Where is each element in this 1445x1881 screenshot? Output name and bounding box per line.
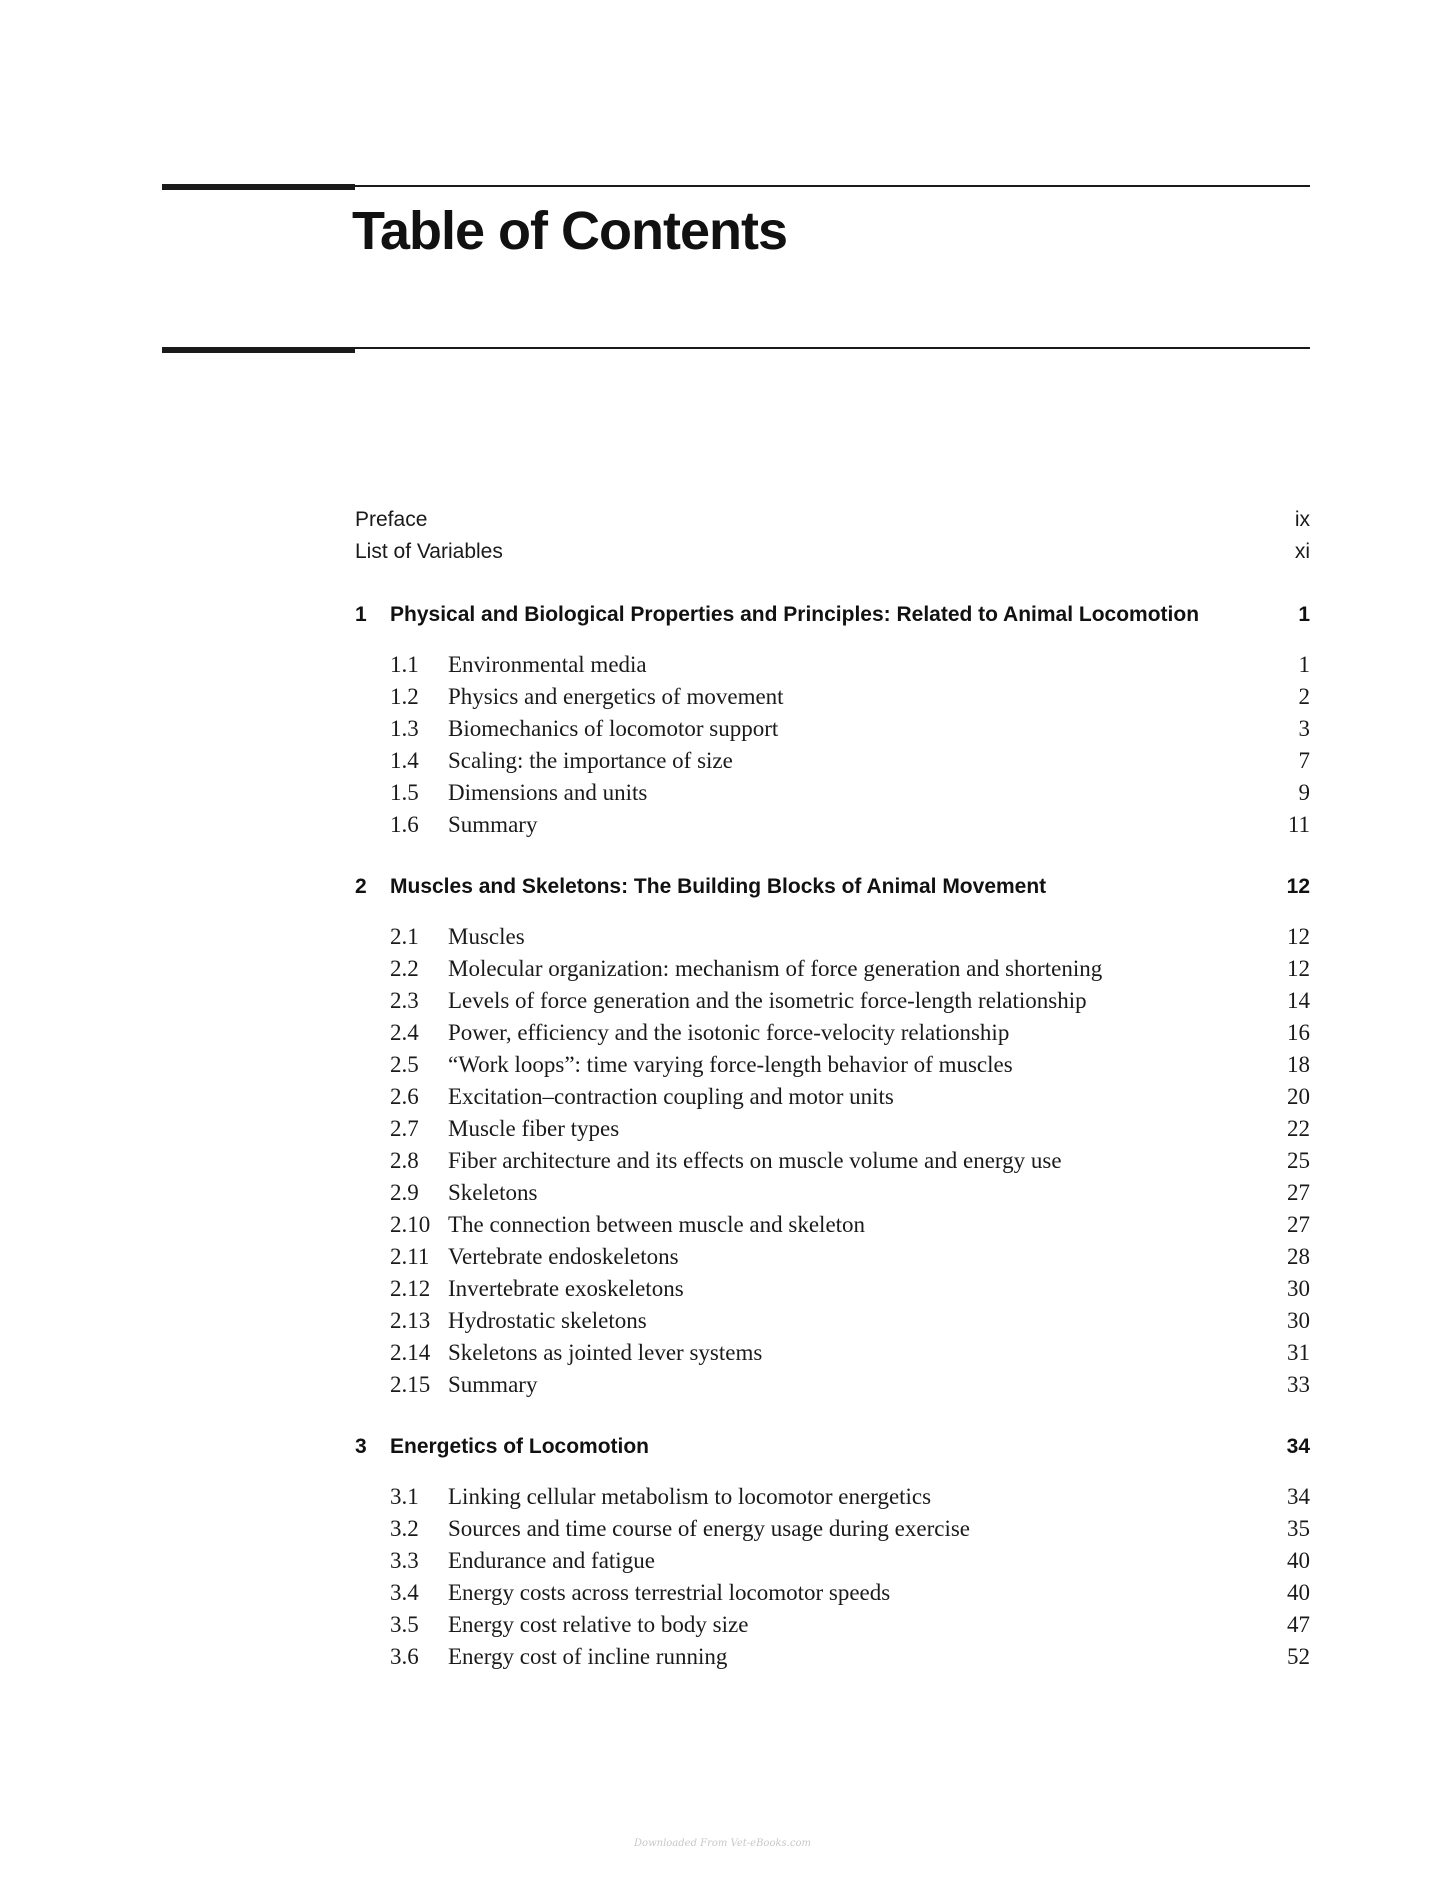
section-number: 2.5 — [390, 1052, 419, 1077]
toc-entry-title: List of Variables — [355, 540, 503, 563]
section-entry[interactable] — [355, 1548, 1310, 1580]
section-title: Environmental media — [448, 652, 647, 677]
section-list — [355, 652, 1310, 844]
section-page: 14 — [1287, 988, 1310, 1013]
section-list — [355, 1484, 1310, 1676]
section-entry[interactable] — [355, 1484, 1310, 1516]
section-number: 2.2 — [390, 956, 419, 981]
section-entry[interactable] — [355, 924, 1310, 956]
section-page: 9 — [1298, 780, 1310, 805]
section-number: 2.4 — [390, 1020, 419, 1045]
section-number: 1.4 — [390, 748, 419, 773]
section-entry[interactable] — [355, 1644, 1310, 1676]
section-title: Excitation–contraction coupling and motor units — [448, 1084, 894, 1109]
chapter-heading[interactable] — [355, 1435, 1310, 1467]
section-title: Skeletons — [448, 1180, 538, 1205]
section-title: Scaling: the importance of size — [448, 748, 733, 773]
section-title: Endurance and fatigue — [448, 1548, 655, 1573]
section-number: 3.2 — [390, 1516, 419, 1541]
section-entry[interactable] — [355, 1516, 1310, 1548]
section-title: Hydrostatic skeletons — [448, 1308, 647, 1333]
chapter-3 — [355, 1435, 1310, 1676]
section-entry[interactable] — [355, 1180, 1310, 1212]
chapter-list — [355, 603, 1310, 1676]
section-entry[interactable] — [355, 956, 1310, 988]
section-number: 2.6 — [390, 1084, 419, 1109]
toc-entry-title: Preface — [355, 508, 428, 531]
chapter-heading[interactable] — [355, 875, 1310, 907]
section-page: 40 — [1287, 1580, 1310, 1605]
section-page: 30 — [1287, 1308, 1310, 1333]
chapter-number: 3 — [355, 1435, 367, 1458]
chapter-title: Energetics of Locomotion — [390, 1435, 650, 1458]
section-title: Vertebrate endoskeletons — [448, 1244, 679, 1269]
section-title: Energy cost relative to body size — [448, 1612, 749, 1637]
chapter-page: 1 — [1298, 603, 1310, 626]
section-page: 1 — [1298, 652, 1310, 677]
section-title: Molecular organization: mechanism of force generation and shortening — [448, 956, 1103, 981]
section-title: Physics and energetics of movement — [448, 684, 784, 709]
section-entry[interactable] — [355, 1084, 1310, 1116]
table-of-contents — [355, 508, 1310, 1676]
section-list — [355, 924, 1310, 1404]
header-rule-top — [355, 185, 1310, 187]
section-title: Fiber architecture and its effects on muscle volume and energy use — [448, 1148, 1062, 1173]
section-number: 2.13 — [390, 1308, 431, 1333]
chapter-2 — [355, 875, 1310, 1404]
section-title: Levels of force generation and the isometric force-length relationship — [448, 988, 1087, 1013]
section-page: 2 — [1298, 684, 1310, 709]
toc-entry-preface[interactable] — [355, 508, 1310, 540]
section-page: 40 — [1287, 1548, 1310, 1573]
section-page: 20 — [1287, 1084, 1310, 1109]
section-number: 3.5 — [390, 1612, 419, 1637]
section-entry[interactable] — [355, 1372, 1310, 1404]
section-title: “Work loops”: time varying force-length behavior of muscles — [448, 1052, 1013, 1077]
section-entry[interactable] — [355, 812, 1310, 844]
section-page: 31 — [1287, 1340, 1310, 1365]
section-entry[interactable] — [355, 652, 1310, 684]
section-entry[interactable] — [355, 748, 1310, 780]
section-page: 3 — [1298, 716, 1310, 741]
section-entry[interactable] — [355, 716, 1310, 748]
section-number: 1.2 — [390, 684, 419, 709]
section-page: 27 — [1287, 1180, 1310, 1205]
section-title: Power, efficiency and the isotonic force-velocity relationship — [448, 1020, 1010, 1045]
section-title: Skeletons as jointed lever systems — [448, 1340, 763, 1365]
header-rule-bottom — [355, 347, 1310, 349]
section-number: 3.3 — [390, 1548, 419, 1573]
section-entry[interactable] — [355, 1244, 1310, 1276]
section-page: 52 — [1287, 1644, 1310, 1669]
section-entry[interactable] — [355, 1340, 1310, 1372]
section-page: 25 — [1287, 1148, 1310, 1173]
section-entry[interactable] — [355, 1308, 1310, 1340]
section-number: 3.6 — [390, 1644, 419, 1669]
chapter-page: 34 — [1286, 1435, 1310, 1458]
section-number: 2.14 — [390, 1340, 431, 1365]
toc-entry-page: ix — [1294, 508, 1310, 531]
section-number: 2.12 — [390, 1276, 431, 1301]
header-rule-top-accent — [162, 184, 355, 190]
page-title: Table of Contents — [352, 201, 787, 261]
section-number: 3.1 — [390, 1484, 419, 1509]
section-page: 47 — [1287, 1612, 1310, 1637]
chapter-heading[interactable] — [355, 603, 1310, 635]
section-entry[interactable] — [355, 988, 1310, 1020]
section-title: Summary — [448, 1372, 538, 1397]
section-number: 2.11 — [390, 1244, 430, 1269]
section-page: 28 — [1287, 1244, 1310, 1269]
section-title: Invertebrate exoskeletons — [448, 1276, 684, 1301]
toc-entry-list-of-variables[interactable] — [355, 540, 1310, 572]
section-number: 2.15 — [390, 1372, 431, 1397]
footer-watermark: Downloaded From Vet-eBooks.com — [634, 1838, 811, 1849]
section-entry[interactable] — [355, 1212, 1310, 1244]
chapter-1 — [355, 603, 1310, 844]
section-page: 30 — [1287, 1276, 1310, 1301]
section-title: Energy costs across terrestrial locomotor speeds — [448, 1580, 891, 1605]
section-title: Dimensions and units — [448, 780, 648, 805]
chapter-number: 1 — [355, 603, 367, 626]
section-page: 22 — [1287, 1116, 1310, 1141]
section-title: Linking cellular metabolism to locomotor energetics — [448, 1484, 932, 1509]
section-title: Biomechanics of locomotor support — [448, 716, 779, 741]
section-title: The connection between muscle and skeleton — [448, 1212, 866, 1237]
section-entry[interactable] — [355, 1020, 1310, 1052]
section-title: Energy cost of incline running — [448, 1644, 728, 1669]
section-entry[interactable] — [355, 1116, 1310, 1148]
section-entry[interactable] — [355, 1148, 1310, 1180]
section-entry[interactable] — [355, 684, 1310, 716]
section-entry[interactable] — [355, 1580, 1310, 1612]
section-number: 1.6 — [390, 812, 419, 837]
section-number: 2.7 — [390, 1116, 419, 1141]
toc-entry-page: xi — [1294, 540, 1310, 563]
section-entry[interactable] — [355, 1276, 1310, 1308]
section-number: 2.9 — [390, 1180, 419, 1205]
section-entry[interactable] — [355, 1612, 1310, 1644]
section-number: 2.8 — [390, 1148, 419, 1173]
section-page: 12 — [1287, 956, 1310, 981]
section-number: 2.3 — [390, 988, 419, 1013]
section-entry[interactable] — [355, 1052, 1310, 1084]
section-title: Summary — [448, 812, 538, 837]
section-page: 27 — [1287, 1212, 1310, 1237]
chapter-title: Physical and Biological Properties and Principles: Related to Animal Locomotion — [390, 603, 1200, 626]
section-number: 3.4 — [390, 1580, 419, 1605]
section-page: 11 — [1287, 812, 1310, 837]
section-title: Muscles — [448, 924, 525, 949]
section-page: 35 — [1287, 1516, 1310, 1541]
section-page: 18 — [1287, 1052, 1310, 1077]
section-number: 2.10 — [390, 1212, 431, 1237]
section-number: 1.3 — [390, 716, 419, 741]
chapter-title: Muscles and Skeletons: The Building Blocks of Animal Movement — [390, 875, 1047, 898]
header-rule-bottom-accent — [162, 347, 355, 353]
chapter-number: 2 — [355, 875, 367, 898]
section-number: 2.1 — [390, 924, 419, 949]
section-number: 1.5 — [390, 780, 419, 805]
section-title: Sources and time course of energy usage during exercise — [448, 1516, 971, 1541]
section-page: 33 — [1287, 1372, 1310, 1397]
section-page: 7 — [1298, 748, 1310, 773]
section-page: 34 — [1287, 1484, 1310, 1509]
section-number: 1.1 — [390, 652, 419, 677]
section-title: Muscle fiber types — [448, 1116, 620, 1141]
chapter-page: 12 — [1286, 875, 1310, 898]
section-entry[interactable] — [355, 780, 1310, 812]
section-page: 16 — [1287, 1020, 1310, 1045]
section-page: 12 — [1287, 924, 1310, 949]
front-matter-list — [355, 508, 1310, 572]
